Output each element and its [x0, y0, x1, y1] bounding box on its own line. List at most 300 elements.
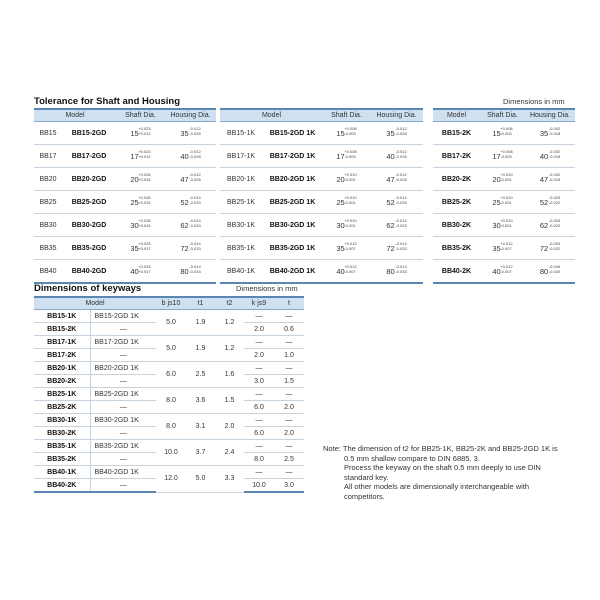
model-number: BB17-1K [34, 336, 90, 349]
tolerance-title: Tolerance for Shaft and Housing [34, 96, 181, 107]
tolerance-table-2k [433, 108, 575, 284]
lower-limit: -0.033 [395, 199, 407, 205]
nominal: 17 [336, 151, 345, 161]
tolerance-limits [395, 172, 406, 182]
dim-t2: 2.0 [215, 414, 244, 440]
model-number: BB17-2GD 1K [262, 145, 323, 168]
nominal: 62 [539, 220, 549, 230]
dim-k: — [244, 440, 274, 453]
shaft-dia-value [336, 263, 357, 276]
upper-limit: -0.003 [548, 217, 561, 223]
shaft-dia [323, 122, 370, 145]
col-t2: t2 [215, 297, 244, 310]
tolerance-limits [344, 264, 356, 274]
tolerance-limits [138, 218, 150, 228]
upper-limit: +0.010 [344, 194, 357, 200]
dim-t2: 1.2 [215, 310, 244, 336]
tolerance-limits [500, 172, 512, 182]
dim-k: 2.0 [244, 323, 274, 336]
alt-model: BB20 [34, 168, 62, 191]
nominal: 20 [130, 174, 139, 184]
tolerance-limits [395, 149, 406, 159]
dim-k: 6.0 [244, 401, 274, 414]
col-housing-dia: Housing Dia. [525, 109, 575, 122]
tolerance-limits [500, 195, 512, 205]
model-number: BB25-2GD [62, 191, 116, 214]
lower-limit: +0.015 [138, 222, 151, 228]
nominal: 15 [130, 128, 139, 138]
tolerance-limits [500, 126, 512, 136]
housing-dia-value [180, 194, 201, 207]
dim-t2: 1.6 [215, 362, 244, 388]
lower-limit: +0.017 [138, 245, 151, 251]
lower-limit: -0.003 [344, 130, 356, 136]
table-row [433, 168, 575, 191]
tolerance-limits [395, 218, 406, 228]
col-model: Model [34, 297, 156, 310]
nominal: 62 [180, 220, 189, 230]
upper-limit: -0.012 [395, 171, 407, 177]
table-row [34, 466, 304, 479]
lower-limit: -0.001 [344, 222, 356, 228]
tolerance-limits [138, 264, 150, 274]
upper-limit: +0.012 [500, 263, 513, 269]
upper-limit: -0.012 [395, 148, 407, 154]
nominal: 40 [539, 151, 549, 161]
dim-k: — [244, 388, 274, 401]
table-row [220, 191, 423, 214]
alt-model: BB20-1K [220, 168, 262, 191]
upper-limit: +0.028 [138, 194, 151, 200]
housing-dia [370, 145, 423, 168]
nominal: 47 [180, 174, 189, 184]
nominal: 40 [336, 266, 345, 276]
alt-model: — [90, 375, 156, 388]
upper-limit: +0.010 [500, 217, 513, 223]
dim-t: — [274, 414, 304, 427]
table-row [34, 214, 216, 237]
nominal: 80 [180, 266, 189, 276]
housing-dia [525, 237, 575, 260]
table-row [34, 440, 304, 453]
housing-dia [525, 260, 575, 284]
col-k-js9: k js9 [244, 297, 274, 310]
nominal: 80 [539, 266, 549, 276]
nominal: 80 [386, 266, 395, 276]
shaft-dia-value [336, 148, 357, 161]
upper-limit: -0.014 [395, 263, 407, 269]
dim-k: 8.0 [244, 453, 274, 466]
shaft-dia [480, 145, 525, 168]
model-number: BB30-2K [433, 214, 480, 237]
table-row [34, 191, 216, 214]
lower-limit: -0.018 [548, 176, 561, 182]
shaft-dia [116, 191, 165, 214]
upper-limit: -0.014 [189, 263, 201, 269]
housing-dia-value [539, 171, 561, 184]
upper-limit: +0.023 [138, 125, 151, 131]
tolerance-limits [344, 172, 356, 182]
lower-limit: -0.022 [548, 222, 561, 228]
lower-limit: -0.007 [344, 245, 356, 251]
col-b-js10: b js10 [156, 297, 186, 310]
upper-limit: -0.003 [548, 194, 561, 200]
lower-limit: +0.015 [138, 199, 151, 205]
dim-t1: 5.0 [186, 466, 215, 493]
shaft-dia-value [336, 194, 357, 207]
housing-dia-value [180, 125, 201, 138]
lower-limit: -0.028 [189, 153, 201, 159]
shaft-dia [323, 214, 370, 237]
dim-t: — [274, 388, 304, 401]
col-shaft-dia: Shaft Dia. [480, 109, 525, 122]
dim-t1: 1.9 [186, 310, 215, 336]
upper-limit: -0.002 [548, 171, 561, 177]
upper-limit: -0.014 [395, 194, 407, 200]
keyways-title: Dimensions of keyways [34, 283, 142, 294]
shaft-dia-value [492, 194, 513, 207]
alt-model: BB40 [34, 260, 62, 284]
lower-limit: -0.003 [500, 130, 512, 136]
lower-limit: -0.033 [189, 245, 201, 251]
shaft-dia-value [130, 194, 151, 207]
dim-t: 3.0 [274, 479, 304, 493]
tolerance-limits [344, 241, 356, 251]
lower-limit: -0.007 [500, 268, 512, 274]
col-model: Model [34, 109, 116, 122]
upper-limit: -0.014 [395, 240, 407, 246]
dim-k: — [244, 336, 274, 349]
nominal: 25 [492, 197, 501, 207]
dim-t: 2.0 [274, 427, 304, 440]
nominal: 40 [130, 266, 139, 276]
table-row [34, 145, 216, 168]
model-number: BB40-2K [433, 260, 480, 284]
table-row [433, 122, 575, 145]
dim-t1: 1.9 [186, 336, 215, 362]
keyways-units: Dimensions in mm [236, 284, 298, 293]
tolerance-limits [189, 195, 200, 205]
table-row [220, 214, 423, 237]
dim-t: — [274, 310, 304, 323]
dim-t2: 3.3 [215, 466, 244, 493]
table-row [433, 145, 575, 168]
alt-model: BB20-2GD 1K [90, 362, 156, 375]
upper-limit: -0.003 [548, 240, 561, 246]
shaft-dia [323, 168, 370, 191]
model-number: BB25-2GD 1K [262, 191, 323, 214]
nominal: 30 [336, 220, 345, 230]
col-t1: t1 [186, 297, 215, 310]
housing-dia-value [539, 148, 561, 161]
alt-model: BB15 [34, 122, 62, 145]
lower-limit: -0.018 [548, 130, 561, 136]
housing-dia-value [539, 194, 561, 207]
nominal: 35 [180, 128, 189, 138]
alt-model: — [90, 401, 156, 414]
dim-t2: 2.4 [215, 440, 244, 466]
lower-limit: -0.022 [548, 199, 561, 205]
shaft-dia [116, 168, 165, 191]
tolerance-limits [344, 149, 356, 159]
upper-limit: -0.012 [189, 171, 201, 177]
col-shaft-dia: Shaft Dia. [323, 109, 370, 122]
note-line: Process the keyway on the shaft 0.5 mm deeply to use DIN [344, 463, 541, 472]
shaft-dia-value [336, 125, 357, 138]
dim-b: 5.0 [156, 336, 186, 362]
table-row [34, 168, 216, 191]
shaft-dia [116, 260, 165, 284]
upper-limit: -0.012 [189, 125, 201, 131]
lower-limit: -0.001 [500, 199, 512, 205]
model-number: BB20-1K [34, 362, 90, 375]
dim-k: 3.0 [244, 375, 274, 388]
nominal: 30 [492, 220, 501, 230]
dim-t2: 1.2 [215, 336, 244, 362]
dim-t: 1.0 [274, 349, 304, 362]
dim-t: 1.5 [274, 375, 304, 388]
housing-dia [370, 168, 423, 191]
dim-t1: 3.1 [186, 414, 215, 440]
dim-k: — [244, 310, 274, 323]
dim-b: 12.0 [156, 466, 186, 493]
upper-limit: -0.014 [189, 217, 201, 223]
lower-limit: -0.007 [500, 245, 512, 251]
nominal: 72 [386, 243, 395, 253]
tolerance-limits [138, 126, 150, 136]
table-row [34, 336, 304, 349]
nominal: 62 [386, 220, 395, 230]
lower-limit: -0.001 [500, 222, 512, 228]
tolerance-limits [189, 172, 200, 182]
lower-limit: -0.001 [500, 176, 512, 182]
dim-k: — [244, 414, 274, 427]
housing-dia-value [180, 171, 201, 184]
model-number: BB20-2K [433, 168, 480, 191]
table-row [433, 237, 575, 260]
upper-limit: +0.010 [500, 171, 513, 177]
model-number: BB30-1K [34, 414, 90, 427]
lower-limit: -0.003 [344, 153, 356, 159]
tolerance-limits [344, 126, 356, 136]
dim-t1: 2.5 [186, 362, 215, 388]
housing-dia [165, 122, 216, 145]
housing-dia-value [386, 171, 407, 184]
nominal: 35 [130, 243, 139, 253]
upper-limit: +0.010 [500, 194, 513, 200]
nominal: 35 [336, 243, 345, 253]
shaft-dia-value [492, 171, 513, 184]
table-row [433, 260, 575, 284]
alt-model: BB25-1K [220, 191, 262, 214]
alt-model: BB17 [34, 145, 62, 168]
table-row [34, 260, 216, 284]
alt-model: BB15-2GD 1K [90, 310, 156, 323]
dim-b: 10.0 [156, 440, 186, 466]
housing-dia [525, 191, 575, 214]
nominal: 72 [539, 243, 549, 253]
table-row [34, 388, 304, 401]
nominal: 20 [492, 174, 501, 184]
housing-dia [525, 122, 575, 145]
shaft-dia [480, 122, 525, 145]
nominal: 52 [539, 197, 549, 207]
dim-t: 2.0 [274, 401, 304, 414]
shaft-dia [480, 168, 525, 191]
tolerance-table-1k [220, 108, 423, 284]
tolerance-limits [549, 264, 560, 274]
alt-model: — [90, 427, 156, 440]
shaft-dia [116, 237, 165, 260]
model-number: BB40-2GD [62, 260, 116, 284]
dim-k: 6.0 [244, 427, 274, 440]
tolerance-units: Dimensions in mm [503, 97, 565, 106]
model-number: BB20-2GD [62, 168, 116, 191]
upper-limit: -0.012 [189, 148, 201, 154]
shaft-dia [480, 237, 525, 260]
nominal: 35 [539, 128, 549, 138]
tolerance-limits [549, 195, 560, 205]
table-row [433, 191, 575, 214]
lower-limit: -0.028 [395, 130, 407, 136]
dim-t: — [274, 440, 304, 453]
housing-dia [370, 214, 423, 237]
housing-dia [165, 191, 216, 214]
alt-model: BB35-1K [220, 237, 262, 260]
model-number: BB15-2GD 1K [262, 122, 323, 145]
shaft-dia [116, 214, 165, 237]
dim-t1: 3.7 [186, 440, 215, 466]
shaft-dia-value [130, 125, 151, 138]
model-number: BB15-1K [34, 310, 90, 323]
model-number: BB17-2GD [62, 145, 116, 168]
tolerance-limits [344, 218, 356, 228]
upper-limit: +0.012 [500, 240, 513, 246]
dim-t: — [274, 362, 304, 375]
shaft-dia [480, 214, 525, 237]
model-number: BB30-2GD 1K [262, 214, 323, 237]
upper-limit: +0.008 [500, 148, 513, 154]
shaft-dia-value [492, 217, 513, 230]
housing-dia [370, 191, 423, 214]
lower-limit: -0.028 [189, 176, 201, 182]
dim-k: — [244, 466, 274, 479]
upper-limit: +0.028 [138, 171, 151, 177]
lower-limit: -0.033 [395, 222, 407, 228]
alt-model: BB30 [34, 214, 62, 237]
lower-limit: +0.015 [138, 176, 151, 182]
note-line: Note: The dimension of t2 for BB25-1K, BB25-2K and BB25-2GD 1K is [323, 444, 558, 453]
model-number: BB25-2K [433, 191, 480, 214]
alt-model: BB25 [34, 191, 62, 214]
housing-dia-value [539, 217, 561, 230]
housing-dia [370, 260, 423, 284]
lower-limit: -0.022 [548, 245, 561, 251]
lower-limit: -0.028 [395, 176, 407, 182]
upper-limit: +0.023 [138, 148, 151, 154]
nominal: 15 [492, 128, 501, 138]
tolerance-limits [395, 126, 406, 136]
tolerance-limits [549, 126, 560, 136]
tolerance-limits [138, 149, 150, 159]
alt-model: BB15-1K [220, 122, 262, 145]
tolerance-limits [549, 218, 560, 228]
shaft-dia-value [336, 217, 357, 230]
model-number: BB17-2K [34, 349, 90, 362]
tolerance-limits [189, 149, 200, 159]
upper-limit: -0.012 [395, 125, 407, 131]
tolerance-limits [138, 241, 150, 251]
housing-dia [525, 145, 575, 168]
alt-model: — [90, 453, 156, 466]
lower-limit: -0.033 [395, 268, 407, 274]
housing-dia [165, 168, 216, 191]
dim-k: 2.0 [244, 349, 274, 362]
dim-b: 6.0 [156, 362, 186, 388]
alt-model: BB17-2GD 1K [90, 336, 156, 349]
alt-model: — [90, 349, 156, 362]
keyways-table [34, 296, 304, 493]
note-line: 0.5 mm shallow compare to DIN 6885. 3. [344, 453, 480, 463]
housing-dia-value [539, 263, 561, 276]
alt-model: BB40-1K [220, 260, 262, 284]
col-housing-dia: Housing Dia. [370, 109, 423, 122]
tolerance-limits [189, 218, 200, 228]
model-number: BB35-2K [433, 237, 480, 260]
model-number: BB20-2K [34, 375, 90, 388]
note-line: standard key. [344, 472, 389, 482]
tolerance-limits [189, 126, 200, 136]
upper-limit: -0.006 [548, 263, 561, 269]
tolerance-limits [395, 241, 406, 251]
tolerance-limits [500, 218, 512, 228]
housing-dia-value [539, 240, 561, 253]
lower-limit: -0.018 [548, 153, 561, 159]
tolerance-limits [189, 241, 200, 251]
alt-model: BB25-2GD 1K [90, 388, 156, 401]
housing-dia [165, 214, 216, 237]
upper-limit: +0.012 [344, 240, 357, 246]
nominal: 30 [130, 220, 139, 230]
upper-limit: -0.002 [548, 148, 561, 154]
shaft-dia [323, 237, 370, 260]
nominal: 25 [130, 197, 139, 207]
shaft-dia-value [130, 240, 151, 253]
alt-model: BB30-2GD 1K [90, 414, 156, 427]
dim-t1: 3.6 [186, 388, 215, 414]
nominal: 52 [386, 197, 395, 207]
col-shaft-dia: Shaft Dia. [116, 109, 165, 122]
model-number: BB40-1K [34, 466, 90, 479]
tolerance-limits [138, 195, 150, 205]
table-row [220, 145, 423, 168]
upper-limit: +0.008 [500, 125, 513, 131]
housing-dia-value [386, 263, 407, 276]
tolerance-limits [344, 195, 356, 205]
housing-dia [525, 168, 575, 191]
shaft-dia [480, 260, 525, 284]
table-row [34, 122, 216, 145]
nominal: 25 [336, 197, 345, 207]
model-number: BB35-2GD 1K [262, 237, 323, 260]
upper-limit: +0.008 [344, 148, 357, 154]
upper-limit: -0.014 [395, 217, 407, 223]
shaft-dia-value [492, 240, 513, 253]
table-row [220, 237, 423, 260]
shaft-dia [323, 191, 370, 214]
alt-model: BB35 [34, 237, 62, 260]
model-number: BB35-2K [34, 453, 90, 466]
